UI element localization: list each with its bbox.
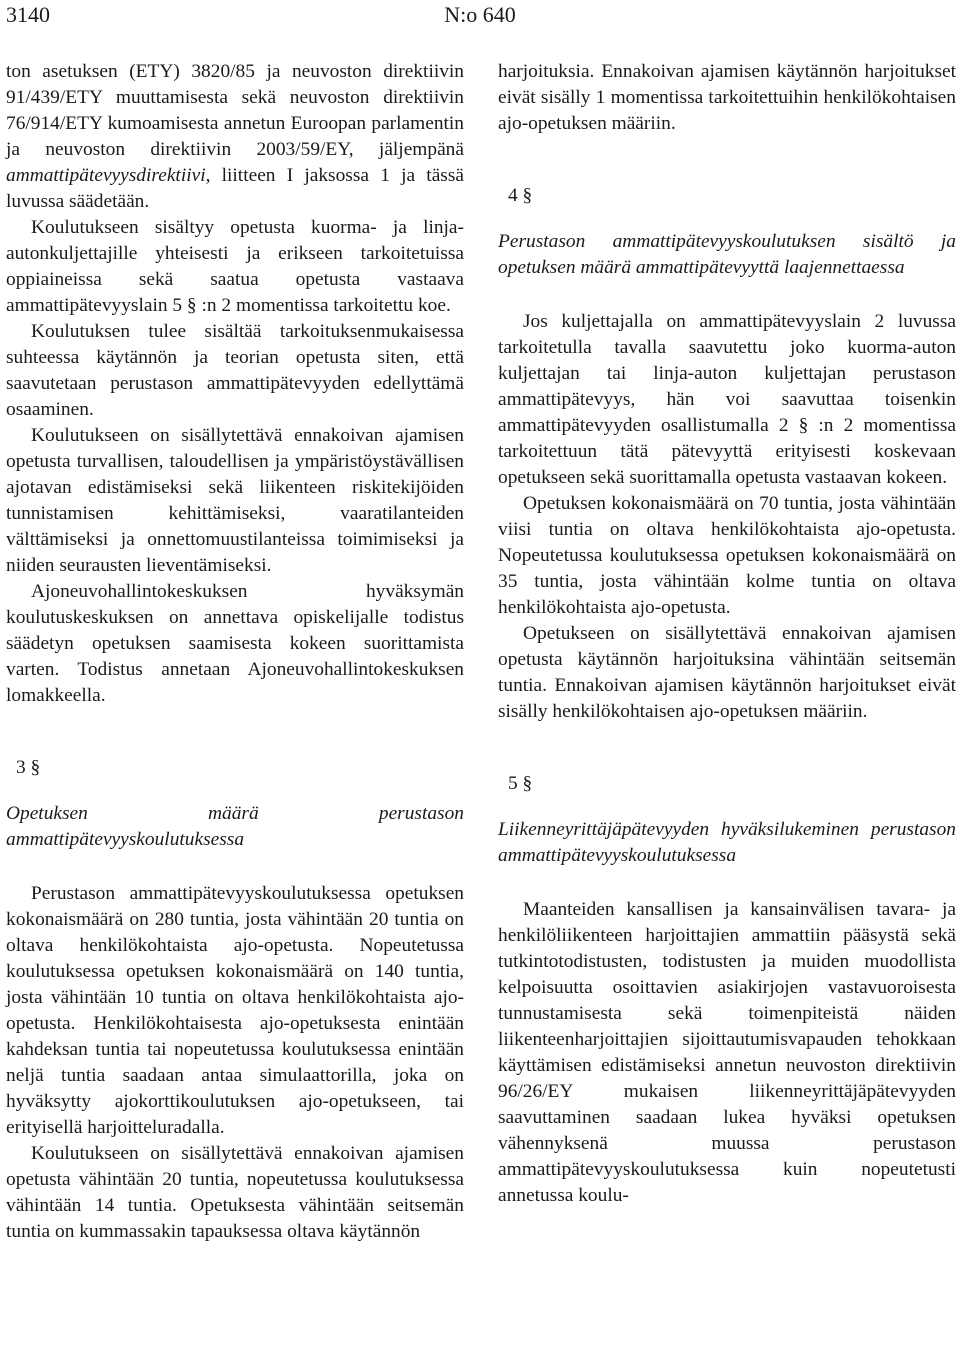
section-number: 4 § — [508, 185, 533, 206]
page-number: 3140 — [6, 2, 50, 27]
section-title: Opetuksen määrä perustason ammattipätevyyskoulutuksessa — [6, 803, 464, 850]
paragraph: Koulutukseen on sisällytettävä ennakoivan ajamisen opetusta turvallisen, taloudellisen ja ympäristöystävällisen ajotavan edistämiseksi sekä liikenteen riskitekijöiden tunnistamisen kehittämiseksi, vaaratilanteiden välttämiseksi ja onnettomuustilanteissa toimimiseksi ja niiden seurausten lieventämiseksi. — [6, 425, 464, 576]
paragraph: Opetukseen on sisällytettävä ennakoivan ajamisen opetusta käytännön harjoituksina vähintään seitsemän tuntia. Ennakoivan ajamisen käytännön harjoitukset eivät sisälly henkilökohtaisen ajo-opetuksen määriin. — [498, 623, 956, 722]
issue-number: N:o 640 — [444, 2, 516, 27]
section-number: 5 § — [508, 773, 533, 794]
paragraph: Koulutukseen on sisällytettävä ennakoivan ajamisen opetusta vähintään 20 tuntia, nopeutetussa koulutuksessa vähintään 14 tuntia. Opetuksesta vähintään seitsemän tuntia on kummassakin tapauksessa oltava käytännön — [6, 1143, 464, 1242]
paragraph: Opetuksen kokonaismäärä on 70 tuntia, josta vähintään viisi tuntia on oltava henkilökohtaista ajo-opetusta. Nopeutetussa koulutuksessa opetuksen kokonaismäärä on 35 tuntia, josta vähintään kolme tuntia on oltava henkilökohtaista ajo-opetusta. — [498, 493, 956, 618]
left-column — [6, 59, 464, 1245]
section-title: Liikenneyrittäjäpätevyyden hyväksilukeminen perustason ammattipätevyyskoulutuksessa — [498, 819, 956, 866]
right-column — [498, 59, 956, 1209]
paragraph: Ajoneuvohallintokeskuksen hyväksymän koulutuskeskuksen on annettava opiskelijalle todistus säädetyn opetuksen saamisesta kokeen suorittamista varten. Todistus annetaan Ajoneuvohallintokeskuksen lomakkeella. — [6, 581, 464, 706]
section-title: Perustason ammattipätevyyskoulutuksen sisältö ja opetuksen määrä ammattipätevyyttä laajennettaessa — [498, 231, 956, 278]
page-header — [0, 2, 960, 32]
paragraph: Koulutuksen tulee sisältää tarkoituksenmukaisessa suhteessa käytännön ja teorian opetusta siten, että saavutetaan perustason ammattipätevyyden edellyttämä osaaminen. — [6, 321, 464, 420]
emphasized-term: ammattipätevyysdirektiivi — [6, 165, 206, 186]
paragraph: harjoituksia. Ennakoivan ajamisen käytännön harjoitukset eivät sisälly 1 momentissa tarkoitettuihin henkilökohtaisen ajo-opetuksen määriin. — [498, 61, 956, 134]
paragraph: Koulutukseen sisältyy opetusta kuorma- ja linja-autonkuljettajille yhteisesti ja erikseen tarkoitetuissa oppiaineissa sekä saatua opetusta vastaava ammattipätevyyslain 5 § :n 2 momentissa tarkoitettu koe. — [6, 217, 464, 316]
paragraph: Jos kuljettajalla on ammattipätevyyslain 2 luvussa tarkoitetulla tavalla saavutettu joko kuorma-auton kuljettajan tai linja-auton kuljettajan perustason ammattipätevyys, hän voi saavuttaa toisenkin ammattipätevyyden osallistumalla 2 § :n 2 momentissa tarkoitettuun tätä pätevyyttä erityisesti koskevaan opetukseen sekä suorittamalla opetusta vastaavan kokeen. — [498, 311, 956, 488]
section-number: 3 § — [16, 757, 41, 778]
paragraph: Maanteiden kansallisen ja kansainvälisen tavara- ja henkilöliikenteen harjoittajien ammattiin pääsystä sekä tutkintotodistusten, todistusten ja muiden muodollista kelpoisuutta osoittavien asiakirjojen vastavuoroisesta tunnustamisesta sekä toimenpiteistä näiden liikenteenharjoittajien sijoittautumisvapauden tehokkaan käyttämisen edistämiseksi annetun neuvoston direktiivin 96/26/EY mukaisen liikenneyrittäjäpätevyyden saavuttaminen saadaan lukea hyväksi opetuksen vähennyksenä muussa perustason ammattipätevyyskoulutuksessa kuin nopeutetusti annetussa koulu- — [498, 899, 956, 1206]
paragraph: ton asetuksen (ETY) 3820/85 ja neuvoston direktiivin 91/439/ETY muuttamisesta sekä neuvoston direktiivin 76/914/ETY kumoamisesta annetun Euroopan parlamentin ja neuvoston direktiivin 2003/59/EY, jäljempänä ammattipätevyysdirektiivi, liitteen I jaksossa 1 ja tässä luvussa säädetään. — [6, 61, 464, 212]
paragraph: Perustason ammattipätevyyskoulutuksessa opetuksen kokonaismäärä on 280 tuntia, josta vähintään 20 tuntia on oltava henkilökohtaista ajo-opetusta. Nopeutetussa koulutuksessa opetuksen kokonaismäärä on 140 tuntia, josta vähintään 10 tuntia on oltava henkilökohtaista ajo-opetusta. Henkilökohtaisesta ajo-opetuksesta enintään kahdeksan tuntia tai nopeutetussa koulutuksessa enintään neljä tuntia saadaan antaa simulaattorilla, joka on hyväksytty ajokorttikoulutuksen ajo-opetukseen, tai erityisellä harjoitteluradalla. — [6, 883, 464, 1138]
